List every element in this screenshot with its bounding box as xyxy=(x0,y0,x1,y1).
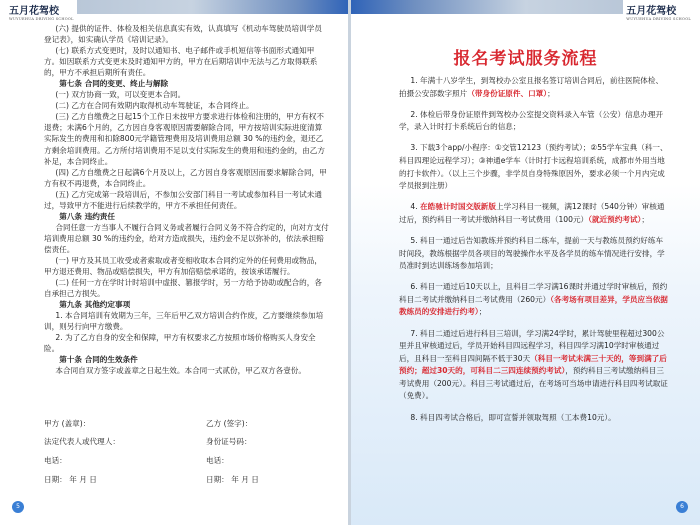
paragraph: (六) 提供的证件、体检及相关信息真实有效，认真填写《机动车驾驶员培训学员登记表》，如实确认学员《培训记录》。 xyxy=(44,24,322,45)
step-item: 4. 在皓驰计时国交版新版上学习科目一视频，满12课时（540分钟）审核通过后，预约科目一考试并缴纳科目一考试费用（100元）（就近预约考试）； xyxy=(399,202,665,224)
paragraph: 合同任意一方当事人不履行合同义务或者履行合同义务不符合约定的，向对方支付培训费用总额 30 %的违约金，给对方造成损失，违约金不足以弥补的，依法承担赔偿责任。 xyxy=(44,222,329,254)
paragraph: (五) 乙方完成第一段培训后，不参加公安部门科目一考试或参加科目一考试未通过，导致甲方不能进行后续教学的，甲方不承担任何责任。 xyxy=(44,189,322,210)
step-item: 3. 下载3个app/小程序：①交管12123（预约考试）；②55学车宝典（科一、科目四理论远程学习）；③神通e学车（计时打卡远程培训系统，成都市外用当地的打卡软件）。（以上三个步骤，非学员自身特殊原因外，要求必须一个月内完成学员报到注册） xyxy=(399,143,668,191)
id-number-label: 身份证号码： xyxy=(206,437,252,446)
page-title: 报名考试服务流程 xyxy=(453,49,598,69)
step-item: 6. 科目一通过后10天以上，且科目二学习满16课时并通过学时审核后，预约科目二考试并缴纳科目二考试费用（260元）（各考场有项目差异，学员应当依据教练员的安排进行约考）； xyxy=(399,282,668,317)
paragraph: (三) 乙方自缴费之日起15个工作日未按甲方要求进行体检和注册的，甲方有权不退费；未满6个月的，乙方因自身客观原因需要解除合同，甲方按培训实际进度清算实际发生的费用和扣除800元学籍管理费用及培训费用总额 30 %的违约金，退还乙方剩余培训费用。乙方所付培训费用不足以支付实际发生的费用和违约金的，由乙方补足，本合同终止。 xyxy=(44,112,325,166)
date-b-label: 日期： 年 月 日 xyxy=(206,475,259,484)
left-page xyxy=(0,0,349,525)
section-title: 第九条 其他约定事项 xyxy=(59,300,131,310)
brand-logo: 五月花驾校 WUYUEHUA DRIVING SCHOOL xyxy=(9,6,74,21)
section-title: 第七条 合同的变更、终止与解除 xyxy=(59,79,169,89)
contract-text xyxy=(44,23,329,377)
process-steps xyxy=(399,75,669,433)
step-item: 5. 科目一通过后告知教练并预约科目二练车，提前一天与教练员预约好练车时间段，教练根据学员各项目的驾驶操作水平及各学员的练车情况进行安排，学员准时到达训练场参加培训； xyxy=(399,235,665,271)
step-item: 2. 体检后带身份证原件到驾校办公室提交资料录入车管（公安）信息办理开学，录入计时打卡系统后台的信息； xyxy=(399,109,664,132)
paragraph: 本合同自双方签字或盖章之日起生效。本合同一式贰份，甲乙双方各壹份。 xyxy=(55,366,306,376)
paragraph: (七) 联系方式变更时，及时以通知书、电子邮件或手机短信等书面形式通知甲方。如因联系方式变更未及时通知甲方的，甲方在后期培训中无法与乙方取得联系的，甲方不承担后期所有责任。 xyxy=(44,46,318,78)
step-item: 8. 科目四考试合格后，即可宣誓并领取驾照（工本费10元）。 xyxy=(410,412,616,422)
legal-rep-label: 法定代表人或代理人： xyxy=(44,437,120,446)
phone-a-label: 电话： xyxy=(44,456,67,465)
paragraph: 1. 本合同培训有效期为三年，三年后甲乙双方培训合约作废，乙方要继续参加培训，则另行向甲方缴费。 xyxy=(44,311,324,332)
paragraph: 2. 为了乙方自身的安全和保障，甲方有权要求乙方按照市场价格购买人身安全险。 xyxy=(44,333,316,354)
step-item: 1. 年满十八岁学生，到驾校办公室且报名签订培训合同后，前往医院体检、拍摄公安部数字照片（带身份证原件、口罩）； xyxy=(399,76,664,98)
paragraph: (一) 甲方及其员工收受或者索取或者变相收取本合同约定外的任何费用或物品，甲方退还费用、物品或赔偿损失，甲方有加倍赔偿承诺的，按该承诺履行。 xyxy=(44,255,322,277)
page-number: 6 xyxy=(676,501,688,513)
brand-logo: 五月花驾校 WUYUEHUA DRIVING SCHOOL xyxy=(626,6,691,21)
right-page xyxy=(351,0,700,525)
paragraph: (一) 双方协商一致，可以变更本合同。 xyxy=(55,90,186,100)
paragraph: (二) 任何一方在学时计时培训中虚报、篡报学时，另一方给予协助或配合的，各自承担己方损失。 xyxy=(44,278,322,299)
phone-b-label: 电话： xyxy=(206,456,229,465)
paragraph: (四) 乙方自缴费之日起满6个月及以上，乙方因自身客观原因而要求解除合同，甲方有权不再退费，本合同终止。 xyxy=(44,167,327,188)
party-b-label: 乙方 (签字)： xyxy=(206,419,253,428)
paragraph: (二) 乙方在合同有效期内取得机动车驾驶证，本合同终止。 xyxy=(55,101,254,111)
section-title: 第十条 合同的生效条件 xyxy=(59,355,138,365)
party-a-label: 甲方 (盖章)： xyxy=(44,419,91,428)
step-item: 7. 科目二通过后进行科目三培训，学习满24学时，累计驾驶里程超过300公里并且审核通过后，学员开始科目四远程学习，科目四学习满10学时审核通过后，且科目一至科目四间隔不低于30天（科目一考试未满三十天的，等到满了后预约；超过30天的，可科目二三四连续预约考试），预约科目三考试缴纳科目三考试费用（200元）。科目三考试通过后，在考场可当场申请进行科目四考试取证（免费）。 xyxy=(399,328,668,401)
date-a-label: 日期： 年 月 日 xyxy=(44,475,97,484)
page-number: 5 xyxy=(12,501,24,513)
section-title: 第八条 违约责任 xyxy=(59,211,115,221)
